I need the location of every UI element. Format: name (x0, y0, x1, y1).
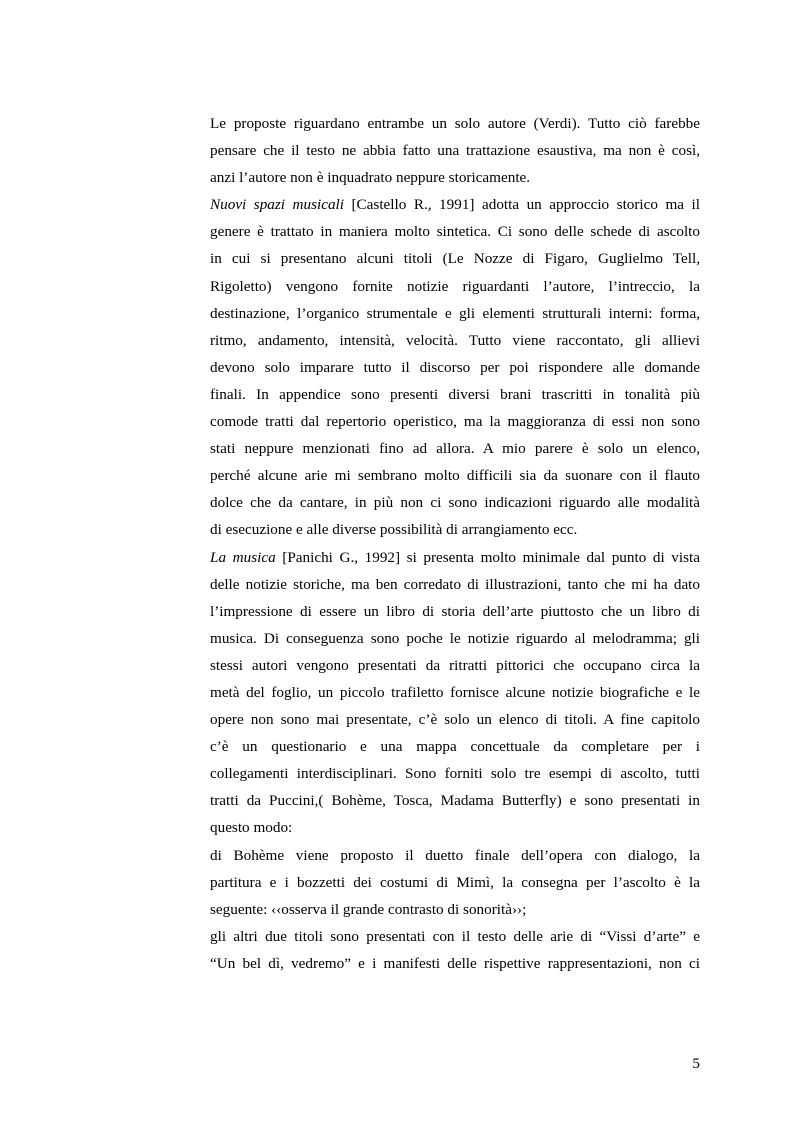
text-line: finali. In appendice sono presenti diversi brani trascritti in tonalità più (210, 385, 700, 403)
text-line: opere non sono mai presentate, c’è solo un elenco di titoli. A fine capitolo (210, 711, 700, 729)
text-line: La musica [Panichi G., 1992] si presenta molto minimale dal punto di vista (210, 548, 700, 566)
text-line: Le proposte riguardano entrambe un solo autore (Verdi). Tutto ciò farebbe (210, 115, 700, 132)
text-line: comode tratti dal repertorio operistico, ma la maggioranza di essi non sono (210, 413, 700, 431)
text-line: metà del foglio, un piccolo trafiletto fornisce alcune notizie biografiche e le (210, 683, 700, 701)
text-line: partitura e i bozzetti dei costumi di Mimì, la consegna per l’ascolto è la (210, 873, 700, 891)
text-line: pensare che il testo ne abbia fatto una trattazione esaustiva, ma non è così, (210, 142, 700, 160)
text-line: musica. Di conseguenza sono poche le notizie riguardo al melodramma; gli (210, 629, 700, 647)
text-line: l’impressione di essere un libro di storia dell’arte piuttosto che un libro di (210, 602, 700, 620)
book-title: Nuovi spazi musicali (210, 196, 344, 214)
text-line: gli altri due titoli sono presentati con il testo delle arie di “Vissi d’arte” e (210, 927, 700, 945)
text-line: perché alcune arie mi sembrano molto difficili sia da suonare con il flauto (210, 467, 700, 485)
text-line: seguente: ‹‹osserva il grande contrasto di sonorità››; (210, 900, 527, 918)
text-line: stessi autori vengono presentati da ritratti pittorici che occupano circa la (210, 656, 700, 674)
text-line: collegamenti interdisciplinari. Sono forniti solo tre esempi di ascolto, tutti (210, 765, 700, 783)
text-line: devono solo imparare tutto il discorso per poi rispondere alle domande (210, 358, 700, 376)
text-line: questo modo: (210, 819, 293, 837)
text-line: genere è trattato in maniera molto sintetica. Ci sono delle schede di ascolto (210, 223, 700, 241)
text-line: c’è un questionario e una mappa concettuale da completare per i (210, 738, 700, 756)
text-line: delle notizie storiche, ma ben corredato di illustrazioni, tanto che mi ha dato (210, 575, 700, 593)
text-line: destinazione, l’organico strumentale e gli elementi strutturali interni: forma, (210, 304, 700, 322)
text-line: stati neppure menzionati fino ad allora. A mio parere è solo un elenco, (210, 440, 700, 458)
text-line: ritmo, andamento, intensità, velocità. Tutto viene raccontato, gli allievi (210, 331, 700, 349)
text-line: in cui si presentano alcuni titoli (Le Nozze di Figaro, Guglielmo Tell, (210, 250, 700, 268)
text-line: “Un bel dì, vedremo” e i manifesti delle rispettive rappresentazioni, non ci (210, 954, 700, 972)
text-line: di Bohème viene proposto il duetto finale dell’opera con dialogo, la (210, 846, 700, 864)
page-number: 5 (692, 1055, 700, 1072)
book-title: La musica (210, 548, 276, 566)
body-text (210, 110, 700, 977)
text-line: anzi l’autore non è inquadrato neppure storicamente. (210, 169, 531, 187)
text-line: Nuovi spazi musicali [Castello R., 1991] adotta un approccio storico ma il (210, 196, 700, 214)
text-line: dolce che da cantare, in più non ci sono indicazioni riguardo alle modalità (210, 494, 700, 512)
text-line: di esecuzione e alle diverse possibilità di arrangiamento ecc. (210, 521, 578, 539)
text-line: Rigoletto) vengono fornite notizie riguardanti l’autore, l’intreccio, la (210, 277, 700, 295)
text-line: tratti da Puccini,( Bohème, Tosca, Madama Butterfly) e sono presentati in (210, 792, 700, 810)
